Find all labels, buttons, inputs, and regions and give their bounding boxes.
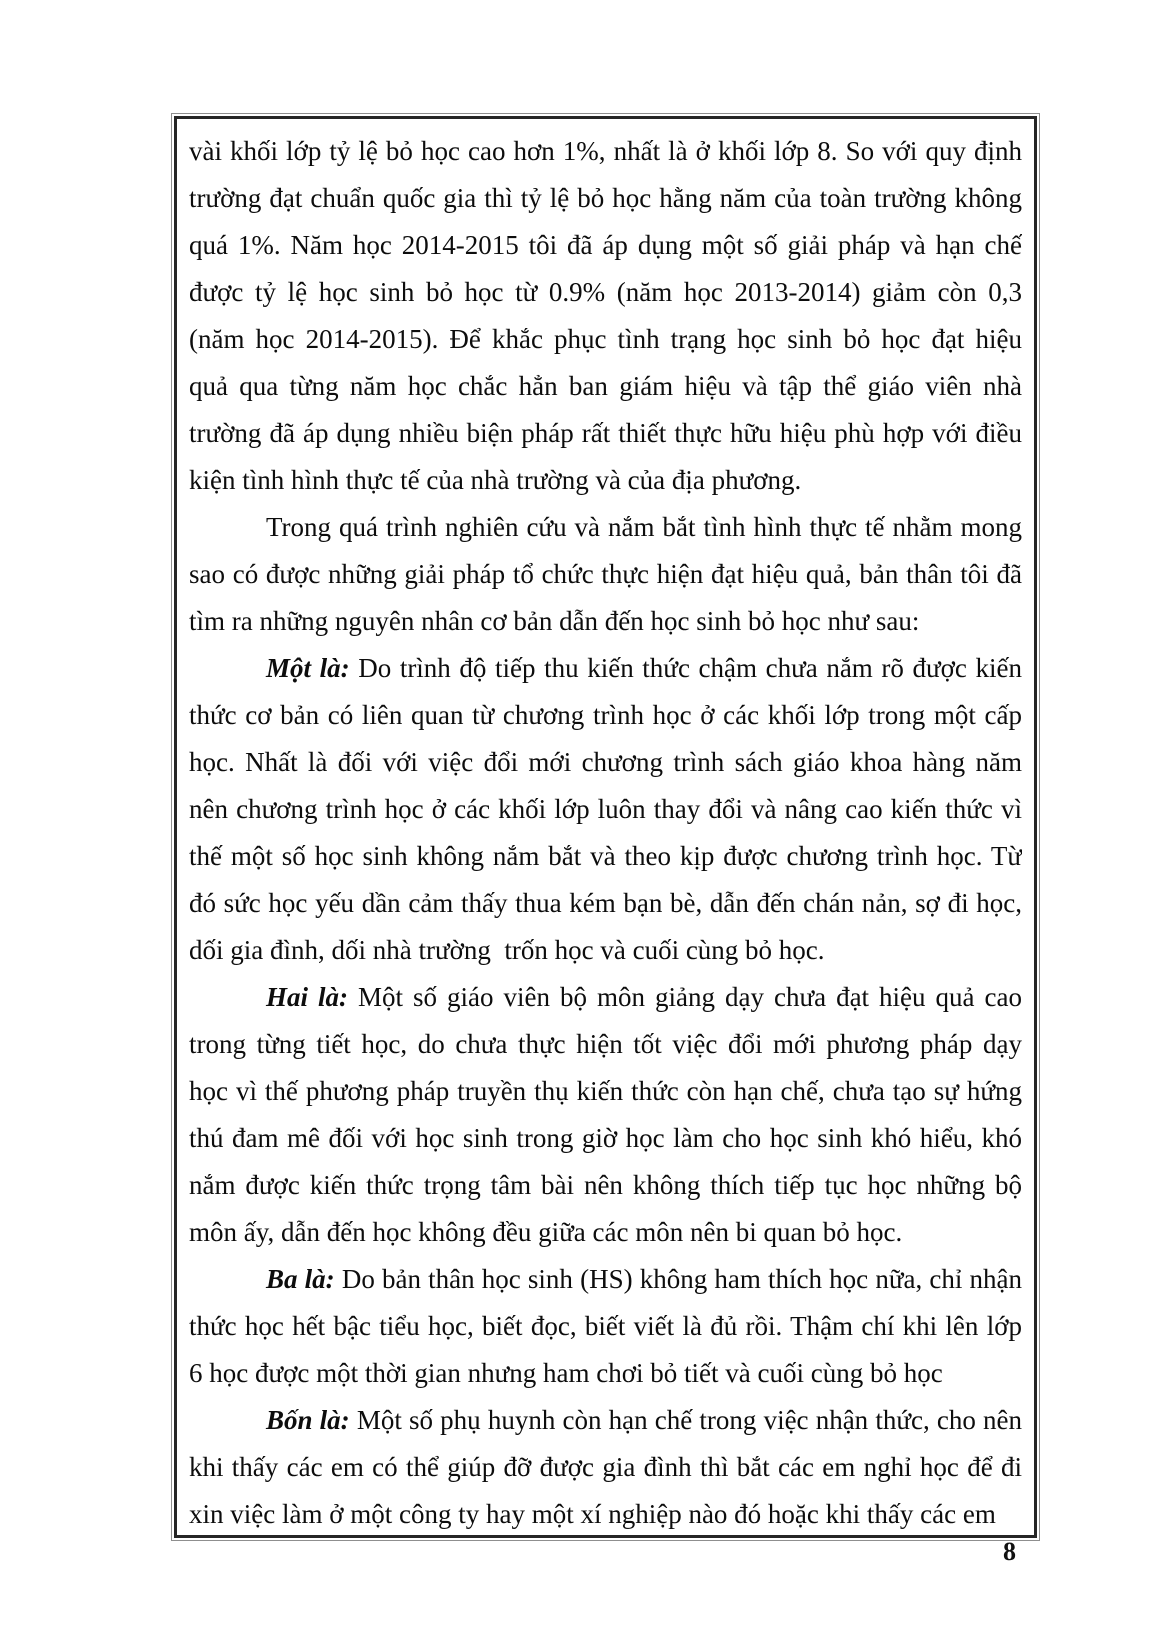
page-frame	[171, 113, 1040, 1541]
paragraph-lead: Một là:	[266, 653, 350, 683]
text-line: tìm ra những nguyên nhân cơ bản dẫn đến học sinh bỏ học như sau:	[189, 606, 920, 636]
text-line: Một là: Do trình độ tiếp thu kiến thức chậm chưa nắm rõ được kiến	[266, 653, 1022, 683]
text-line: thức học hết bậc tiểu học, biết đọc, biết viết là đủ rồi. Thậm chí khi lên lớp	[189, 1311, 1022, 1341]
text-line: học vì thế phương pháp truyền thụ kiến thức còn hạn chế, chưa tạo sự hứng	[189, 1076, 1022, 1106]
text-line: sao có được những giải pháp tổ chức thực hiện đạt hiệu quả, bản thân tôi đã	[189, 559, 1022, 589]
text-line: (năm học 2014-2015). Để khắc phục tình trạng học sinh bỏ học đạt hiệu	[189, 324, 1022, 354]
document-body	[189, 128, 1022, 1538]
text-line: thú đam mê đối với học sinh trong giờ học làm cho học sinh khó hiểu, khó	[189, 1123, 1022, 1153]
text-line: vài khối lớp tỷ lệ bỏ học cao hơn 1%, nhất là ở khối lớp 8. So với quy định	[189, 136, 1022, 166]
text-line: Hai là: Một số giáo viên bộ môn giảng dạy chưa đạt hiệu quả cao	[266, 982, 1022, 1012]
paragraph-lead: Ba là:	[266, 1264, 335, 1294]
text-line: nắm được kiến thức trọng tâm bài nên không thích tiếp tục học những bộ	[189, 1170, 1022, 1200]
text-line: kiện tình hình thực tế của nhà trường và của địa phương.	[189, 465, 802, 495]
text-line: trường đạt chuẩn quốc gia thì tỷ lệ bỏ học hằng năm của toàn trường không	[189, 183, 1022, 213]
text-line: quả qua từng năm học chắc hẳn ban giám hiệu và tập thể giáo viên nhà	[189, 371, 1022, 401]
text-line: nên chương trình học ở các khối lớp luôn thay đổi và nâng cao kiến thức vì	[189, 794, 1022, 824]
text-line: Trong quá trình nghiên cứu và nắm bắt tình hình thực tế nhằm mong	[266, 512, 1022, 542]
text-line: 6 học được một thời gian nhưng ham chơi bỏ tiết và cuối cùng bỏ học	[189, 1358, 943, 1388]
text-line: trường đã áp dụng nhiều biện pháp rất thiết thực hữu hiệu phù hợp với điều	[189, 418, 1022, 448]
text-line: quá 1%. Năm học 2014-2015 tôi đã áp dụng một số giải pháp và hạn chế	[189, 230, 1022, 260]
text-line: khi thấy các em có thể giúp đỡ được gia đình thì bắt các em nghỉ học để đi	[189, 1452, 1022, 1482]
text-line: Bốn là: Một số phụ huynh còn hạn chế trong việc nhận thức, cho nên	[266, 1405, 1022, 1435]
page-frame-inner	[174, 116, 1037, 1538]
text-line: môn ấy, dẫn đến học không đều giữa các môn nên bi quan bỏ học.	[189, 1217, 903, 1247]
paragraph-lead: Hai là:	[266, 982, 348, 1012]
page-number: 8	[1003, 1537, 1016, 1566]
text-line: trong từng tiết học, do chưa thực hiện tốt việc đổi mới phương pháp dạy	[189, 1029, 1022, 1059]
text-line: đó sức học yếu dần cảm thấy thua kém bạn bè, dẫn đến chán nản, sợ đi học,	[189, 888, 1022, 918]
paragraph-lead: Bốn là:	[266, 1405, 350, 1435]
text-line: được tỷ lệ học sinh bỏ học từ 0.9% (năm học 2013-2014) giảm còn 0,3	[189, 277, 1022, 307]
text-line: học. Nhất là đối với việc đổi mới chương trình sách giáo khoa hàng năm	[189, 747, 1022, 777]
text-line: xin việc làm ở một công ty hay một xí nghiệp nào đó hoặc khi thấy các em	[189, 1499, 996, 1529]
text-line: thế một số học sinh không nắm bắt và theo kịp được chương trình học. Từ	[189, 841, 1022, 871]
text-line: Ba là: Do bản thân học sinh (HS) không ham thích học nữa, chỉ nhận	[266, 1264, 1022, 1294]
text-line: thức cơ bản có liên quan từ chương trình học ở các khối lớp trong một cấp	[189, 700, 1022, 730]
text-line: dối gia đình, dối nhà trường trốn học và cuối cùng bỏ học.	[189, 935, 825, 965]
